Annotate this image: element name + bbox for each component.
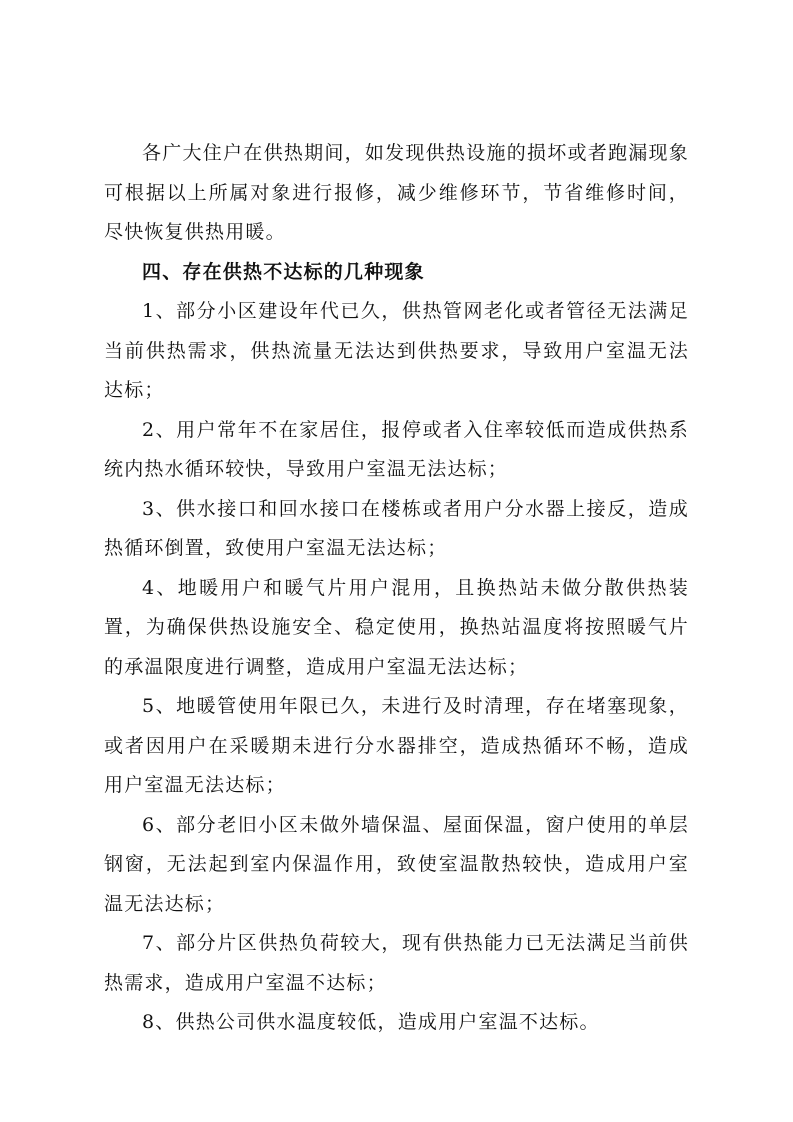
list-item-2: 2、用户常年不在家居住，报停或者入住率较低而造成供热系统内热水循环较快，导致用户室温无法达标； [104,418,689,480]
document-body [104,134,689,1043]
list-item-6: 6、部分老旧小区未做外墙保温、屋面保温，窗户使用的单层钢窗，无法起到室内保温作用，致使室温散热较快，造成用户室温无法达标； [104,813,689,915]
list-item-1: 1、部分小区建设年代已久，供热管网老化或者管径无法满足当前供热需求，供热流量无法达到供热要求，导致用户室温无法达标； [104,300,689,401]
list-item-8: 8、供热公司供水温度较低，造成用户室温不达标。 [142,1011,600,1033]
list-item-7: 7、部分片区供热负荷较大，现有供热能力已无法满足当前供热需求，造成用户室温不达标； [104,932,689,994]
list-item-4: 4、地暖用户和暖气片用户混用，且换热站未做分散供热装置，为确保供热设施安全、稳定使用，换热站温度将按照暖气片的承温限度进行调整，造成用户室温无法达标； [104,576,689,678]
intro-paragraph: 各广大住户在供热期间，如发现供热设施的损坏或者跑漏现象可根据以上所属对象进行报修，减少维修环节，节省维修时间，尽快恢复供热用暖。 [104,142,689,243]
list-item-5: 5、地暖管使用年限已久，未进行及时清理，存在堵塞现象，或者因用户在采暖期未进行分水器排空，造成热循环不畅，造成用户室温无法达标； [104,695,689,796]
list-item-3: 3、供水接口和回水接口在楼栋或者用户分水器上接反，造成热循环倒置，致使用户室温无法达标； [104,497,689,559]
section-heading: 四、存在供热不达标的几种现象 [142,260,425,283]
